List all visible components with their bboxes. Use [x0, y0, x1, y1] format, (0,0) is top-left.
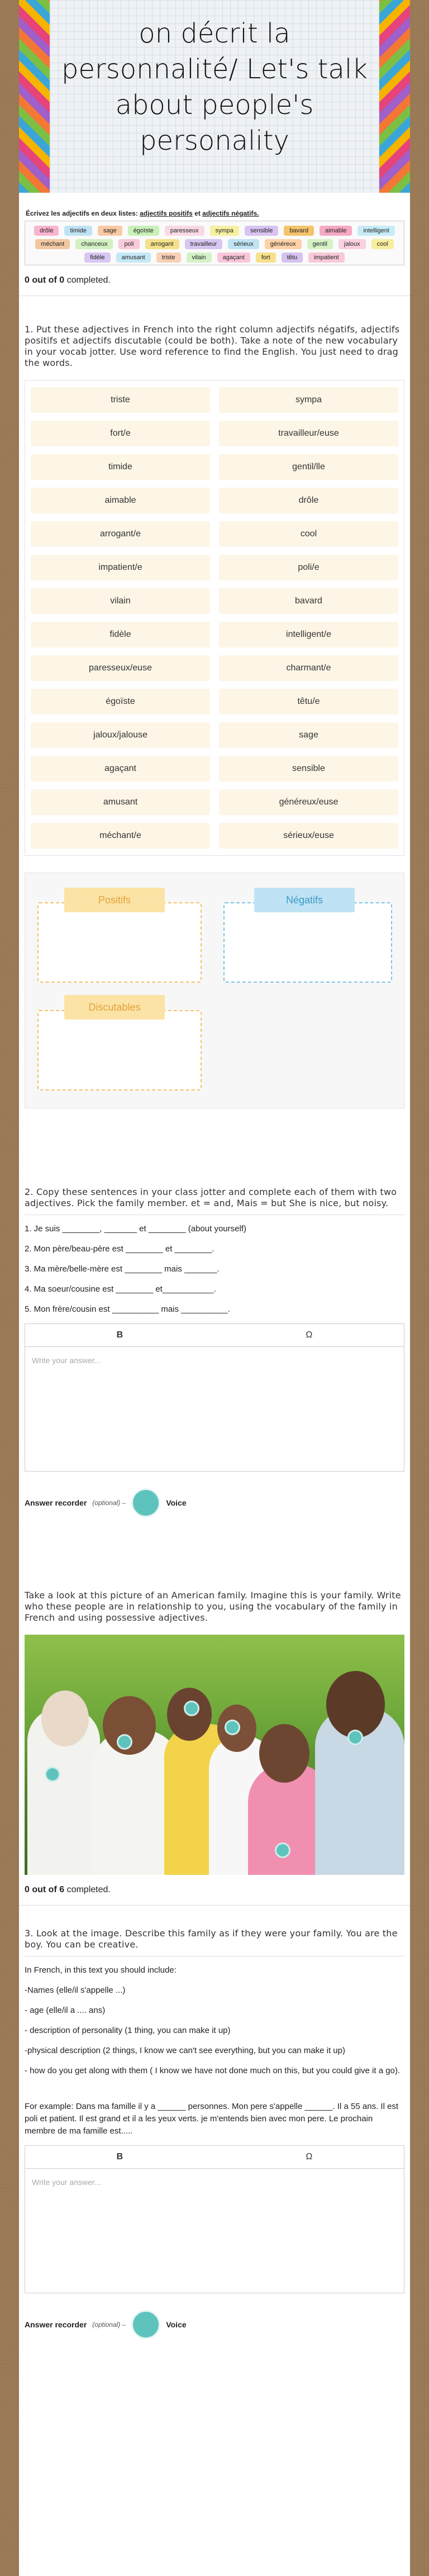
- task-2-instructions: 2. Copy these sentences in your class jotter and complete each of them with two adjectives. Pick the family member. et = and, Mais = but She is nice, but noisy.: [25, 1187, 397, 1208]
- bold-button[interactable]: B: [116, 1330, 123, 1340]
- draggable-word[interactable]: agaçant: [31, 756, 210, 782]
- draggable-word[interactable]: jaloux/jalouse: [31, 722, 210, 748]
- worksheet: [19, 0, 410, 2576]
- task-4-instructions: 3. Look at the image. Describe this family as if they were your family. You are the boy. You can be creative.: [25, 1928, 398, 1950]
- draggable-word[interactable]: égoïste: [31, 689, 210, 715]
- sentence-prompt: 3. Ma mère/belle-mère est ________ mais _______.: [25, 1264, 220, 1274]
- draggable-word[interactable]: intelligent/e: [219, 622, 398, 647]
- hotspot-1[interactable]: [45, 1766, 60, 1782]
- chevron-pattern-right: [379, 0, 410, 193]
- guideline-line: For example: Dans ma famille il y a ______ personnes. Mon pere s'appelle ______. Il a 55 ans. Il est poli et patient. Il est grand et il a les yeux verts. je m'entends bien avec mon pere. Le prochain membre de ma famille est.....: [25, 2102, 399, 2136]
- adjective-chip: sensible: [245, 226, 278, 236]
- adjective-chip: aimable: [320, 226, 352, 236]
- adjective-chip: intelligent: [358, 226, 394, 236]
- guideline-line: In French, in this text you should include:: [25, 1965, 177, 1975]
- adjective-chip: cool: [371, 239, 394, 249]
- adjective-chip: méchant: [35, 239, 70, 249]
- page-title: on décrit la personnalité/ Let's talk about people's personality: [61, 18, 368, 156]
- footer-space: [19, 2339, 410, 2384]
- microphone-record-button[interactable]: [131, 1488, 160, 1517]
- hotspot-6[interactable]: [275, 1842, 290, 1858]
- grandmother-face: [41, 1691, 89, 1746]
- special-characters-button[interactable]: Ω: [306, 2152, 313, 2161]
- guideline-line: -Names (elle/il s'appelle ...): [25, 1985, 126, 1995]
- draggable-word[interactable]: cool: [219, 521, 398, 547]
- divider: [19, 1905, 410, 1906]
- bin-discutables-label: Discutables: [64, 995, 165, 1020]
- draggable-word[interactable]: drôle: [219, 488, 398, 513]
- guideline-line: - age (elle/il a .... ans): [25, 2006, 106, 2015]
- task-4-guidelines: [19, 1964, 410, 2137]
- answer-input[interactable]: Write your answer...: [32, 2178, 101, 2187]
- task-3-instructions: Take a look at this picture of an American family. Imagine this is your family. Write who these people are in relationship to you, using the vocabulary of the family in French and using possessive adjectives.: [25, 1590, 401, 1623]
- adjective-chip: arrogant: [145, 239, 179, 249]
- draggable-word[interactable]: timide: [31, 454, 210, 480]
- adjective-chip: agaçant: [217, 253, 250, 263]
- adjectives-instruction: Écrivez les adjectifs en deux listes: adjectifs positifs et adjectifs négatifs.: [26, 209, 259, 217]
- bin-positifs-label: Positifs: [64, 888, 165, 912]
- answer-recorder-1: Answer recorder (optional) – Voice: [25, 1488, 404, 1517]
- hotspot-3[interactable]: [184, 1701, 199, 1716]
- draggable-word[interactable]: têtu/e: [219, 689, 398, 715]
- grandfather-face: [326, 1671, 385, 1738]
- adjective-chip: amusant: [116, 253, 151, 263]
- special-characters-button[interactable]: Ω: [306, 1330, 313, 1340]
- draggable-word[interactable]: amusant: [31, 789, 210, 815]
- adjective-chip: timide: [64, 226, 92, 236]
- chevron-pattern-left: [19, 0, 50, 193]
- family-photo: [25, 1635, 404, 1875]
- sentence-prompt: 4. Ma soeur/cousine est ________ et___________.: [25, 1284, 216, 1294]
- mother-face: [259, 1724, 309, 1783]
- draggable-word[interactable]: gentil/lle: [219, 454, 398, 480]
- adjective-chip: généreux: [265, 239, 302, 249]
- draggable-word[interactable]: sensible: [219, 756, 398, 782]
- draggable-word[interactable]: sage: [219, 722, 398, 748]
- draggable-word[interactable]: sympa: [219, 387, 398, 413]
- bin-positifs[interactable]: [37, 902, 202, 983]
- adjective-chip: gentil: [307, 239, 333, 249]
- guideline-line: - description of personality (1 thing, you can make it up): [25, 2026, 231, 2035]
- hotspot-4[interactable]: [225, 1720, 240, 1735]
- draggable-word[interactable]: arrogant/e: [31, 521, 210, 547]
- adjective-chip: têtu: [282, 253, 303, 263]
- adjective-chip: triste: [156, 253, 181, 263]
- hotspot-5[interactable]: [347, 1730, 363, 1745]
- microphone-record-button[interactable]: [131, 2310, 160, 2339]
- draggable-word[interactable]: fidèle: [31, 622, 210, 647]
- answer-input[interactable]: Write your answer...: [32, 1356, 101, 1365]
- bold-button[interactable]: B: [116, 2152, 123, 2161]
- editor-toolbar: [25, 1324, 404, 1347]
- draggable-word[interactable]: généreux/euse: [219, 789, 398, 815]
- adjective-chip: sympa: [210, 226, 239, 236]
- bin-negatifs-label: Négatifs: [254, 888, 355, 912]
- draggable-word[interactable]: poli/e: [219, 555, 398, 580]
- adjective-chip: fidèle: [84, 253, 110, 263]
- adjective-chip-list: [25, 221, 404, 265]
- adjective-chip: sérieux: [228, 239, 259, 249]
- guideline-line: -physical description (2 things, I know we can't see everything, but you can make it up): [25, 2046, 345, 2055]
- draggable-word[interactable]: impatient/e: [31, 555, 210, 580]
- adjective-chip: vilain: [187, 253, 212, 263]
- answer-recorder-2: Answer recorder (optional) – Voice: [25, 2310, 404, 2339]
- sentence-prompt: 5. Mon frère/cousin est __________ mais __________.: [25, 1304, 230, 1314]
- drop-zone-area: [25, 873, 404, 1108]
- draggable-word[interactable]: paresseux/euse: [31, 655, 210, 681]
- draggable-word[interactable]: charmant/e: [219, 655, 398, 681]
- draggable-word[interactable]: triste: [31, 387, 210, 413]
- adjective-chip: poli: [118, 239, 139, 249]
- adjective-chip: bavard: [284, 226, 314, 236]
- guideline-line: [19, 2085, 410, 2093]
- draggable-word[interactable]: aimable: [31, 488, 210, 513]
- bin-discutables[interactable]: [37, 1010, 202, 1091]
- adjective-chip: fort: [256, 253, 276, 263]
- adjective-chip: travailleur: [185, 239, 223, 249]
- bin-negatifs[interactable]: [223, 902, 392, 983]
- sentence-prompt: 2. Mon père/beau-père est ________ et ________.: [25, 1244, 214, 1254]
- task-1-instructions: 1. Put these adjectives in French into the right column adjectifs négatifs, adjectifs positifs et adjectifs discutable (could be both). Take a note of the new vocabulary in your vocab jotter. Use word reference to find the English. You just need to drag the words.: [25, 324, 400, 368]
- adjective-chip: chanceux: [75, 239, 113, 249]
- drag-word-grid: [25, 380, 404, 856]
- adjective-chip: jaloux: [339, 239, 366, 249]
- sentence-prompt: 1. Je suis ________, _______ et ________ (about yourself): [25, 1224, 246, 1234]
- hotspot-2[interactable]: [117, 1734, 132, 1750]
- answer-editor-1: [25, 1323, 404, 1472]
- header-banner: [19, 0, 410, 193]
- adjective-chip: égoïste: [128, 226, 159, 236]
- adjectives-image: [25, 209, 404, 265]
- draggable-word[interactable]: sérieux/euse: [219, 823, 398, 849]
- answer-editor-2: [25, 2145, 404, 2293]
- completion-status-2: 0 out of 6 completed.: [25, 1885, 111, 1894]
- draggable-word[interactable]: méchant/e: [31, 823, 210, 849]
- draggable-word[interactable]: travailleur/euse: [219, 421, 398, 446]
- draggable-word[interactable]: vilain: [31, 588, 210, 614]
- adjective-chip: sage: [98, 226, 122, 236]
- draggable-word[interactable]: bavard: [219, 588, 398, 614]
- editor-toolbar: [25, 2146, 404, 2169]
- task-2-sentences: [19, 1223, 410, 1316]
- draggable-word[interactable]: fort/e: [31, 421, 210, 446]
- adjective-chip: paresseux: [165, 226, 204, 236]
- completion-status: 0 out of 0 completed.: [25, 275, 111, 285]
- adjective-chip: drôle: [34, 226, 59, 236]
- adjective-chip: impatient: [308, 253, 345, 263]
- guideline-line: - how do you get along with them ( I know we have not done much on this, but you could give it a go).: [25, 2066, 401, 2075]
